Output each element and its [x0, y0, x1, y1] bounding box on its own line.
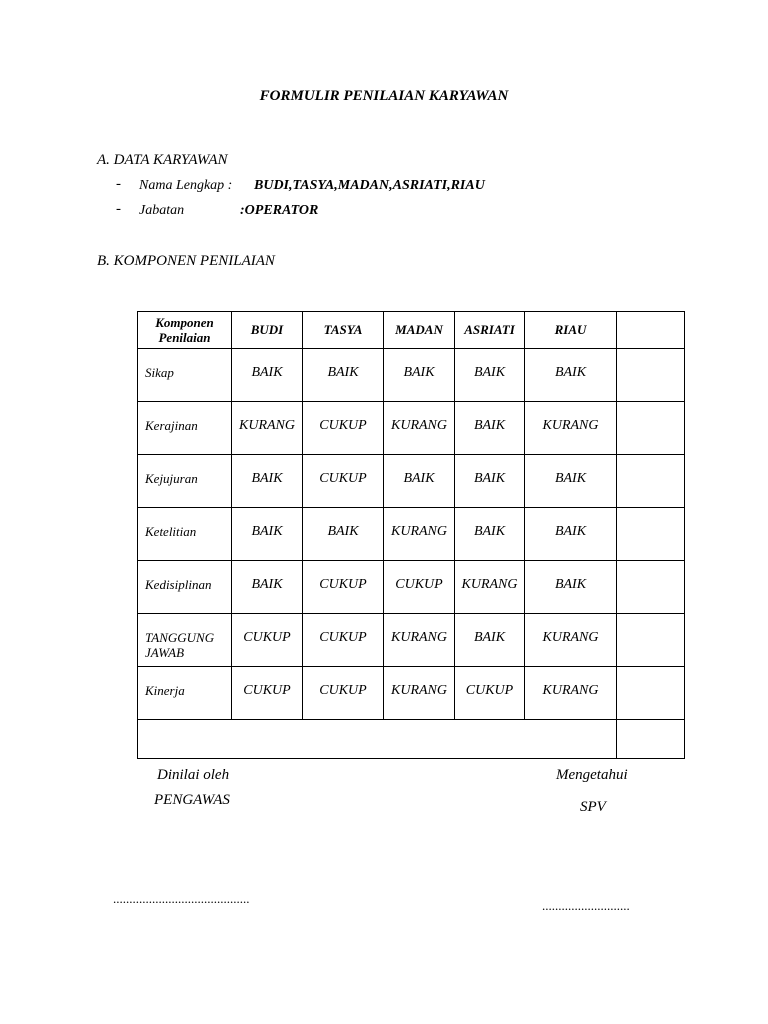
- field-value-nama: BUDI,TASYA,MADAN,ASRIATI,RIAU: [254, 178, 485, 193]
- score-cell: KURANG: [384, 667, 455, 720]
- header-employee: ASRIATI: [455, 312, 525, 349]
- blank-cell: [138, 720, 617, 759]
- header-component-line2: Penilaian: [158, 330, 211, 345]
- field-label-jabatan: Jabatan: [139, 203, 185, 218]
- score-cell: CUKUP: [455, 667, 525, 720]
- field-value-jabatan: :OPERATOR: [240, 203, 319, 218]
- score-cell: BAIK: [525, 455, 617, 508]
- empty-cell: [617, 402, 685, 455]
- criterion-cell: Ketelitian: [138, 508, 232, 561]
- score-cell: KURANG: [384, 402, 455, 455]
- score-cell: CUKUP: [232, 614, 303, 667]
- empty-cell: [617, 720, 685, 759]
- score-cell: BAIK: [232, 561, 303, 614]
- header-component-line1: Komponen: [155, 315, 214, 330]
- form-title: FORMULIR PENILAIAN KARYAWAN: [259, 88, 509, 104]
- left-signature-caption: Dinilai oleh: [157, 767, 230, 783]
- header-employee: RIAU: [525, 312, 617, 349]
- score-cell: KURANG: [525, 667, 617, 720]
- score-cell: BAIK: [455, 614, 525, 667]
- score-cell: BAIK: [525, 349, 617, 402]
- score-cell: KURANG: [232, 402, 303, 455]
- field-dash: -: [116, 176, 121, 192]
- score-cell: BAIK: [525, 508, 617, 561]
- score-cell: CUKUP: [303, 402, 384, 455]
- score-cell: CUKUP: [303, 667, 384, 720]
- left-signature-role: PENGAWAS: [154, 792, 230, 808]
- table-blank-row: [138, 720, 685, 759]
- score-cell: BAIK: [525, 561, 617, 614]
- table-row: [138, 508, 685, 561]
- table-header-row: [138, 312, 685, 349]
- score-cell: KURANG: [384, 508, 455, 561]
- score-cell: CUKUP: [303, 614, 384, 667]
- empty-cell: [617, 349, 685, 402]
- score-cell: BAIK: [232, 508, 303, 561]
- table-row: [138, 667, 685, 720]
- score-cell: KURANG: [384, 614, 455, 667]
- field-label-nama: Nama Lengkap :: [139, 178, 233, 193]
- score-cell: CUKUP: [232, 667, 303, 720]
- left-signature-line: ..........................................: [113, 891, 250, 906]
- criterion-cell: Kinerja: [138, 667, 232, 720]
- empty-cell: [617, 667, 685, 720]
- score-cell: BAIK: [232, 455, 303, 508]
- score-cell: BAIK: [455, 349, 525, 402]
- score-cell: BAIK: [303, 508, 384, 561]
- score-cell: BAIK: [384, 455, 455, 508]
- table-row: [138, 455, 685, 508]
- score-cell: BAIK: [232, 349, 303, 402]
- empty-cell: [617, 455, 685, 508]
- score-cell: CUKUP: [303, 455, 384, 508]
- score-cell: CUKUP: [303, 561, 384, 614]
- table-row: [138, 561, 685, 614]
- section-a-heading: A. DATA KARYAWAN: [97, 152, 228, 168]
- score-cell: BAIK: [455, 508, 525, 561]
- right-signature-caption: Mengetahui: [556, 767, 628, 783]
- table-row: [138, 402, 685, 455]
- empty-cell: [617, 508, 685, 561]
- score-cell: BAIK: [455, 402, 525, 455]
- empty-cell: [617, 561, 685, 614]
- score-cell: BAIK: [303, 349, 384, 402]
- criterion-cell: Sikap: [138, 349, 232, 402]
- header-employee: TASYA: [303, 312, 384, 349]
- criterion-cell: Kedisiplinan: [138, 561, 232, 614]
- empty-cell: [617, 614, 685, 667]
- header-employee: BUDI: [232, 312, 303, 349]
- score-cell: BAIK: [455, 455, 525, 508]
- criterion-cell: Kerajinan: [138, 402, 232, 455]
- score-cell: BAIK: [384, 349, 455, 402]
- score-cell: KURANG: [455, 561, 525, 614]
- criterion-cell: Kejujuran: [138, 455, 232, 508]
- section-b-heading: B. KOMPONEN PENILAIAN: [97, 253, 275, 269]
- field-dash: -: [116, 201, 121, 217]
- score-cell: KURANG: [525, 402, 617, 455]
- assessment-table: [137, 311, 685, 759]
- header-component: [138, 312, 232, 349]
- right-signature-line: ...........................: [542, 898, 630, 913]
- right-signature-role: SPV: [580, 799, 606, 815]
- table-row: [138, 349, 685, 402]
- header-employee: MADAN: [384, 312, 455, 349]
- score-cell: KURANG: [525, 614, 617, 667]
- criterion-cell: TANGGUNG JAWAB: [138, 614, 232, 667]
- header-extra: [617, 312, 685, 349]
- table-row: [138, 614, 685, 667]
- score-cell: CUKUP: [384, 561, 455, 614]
